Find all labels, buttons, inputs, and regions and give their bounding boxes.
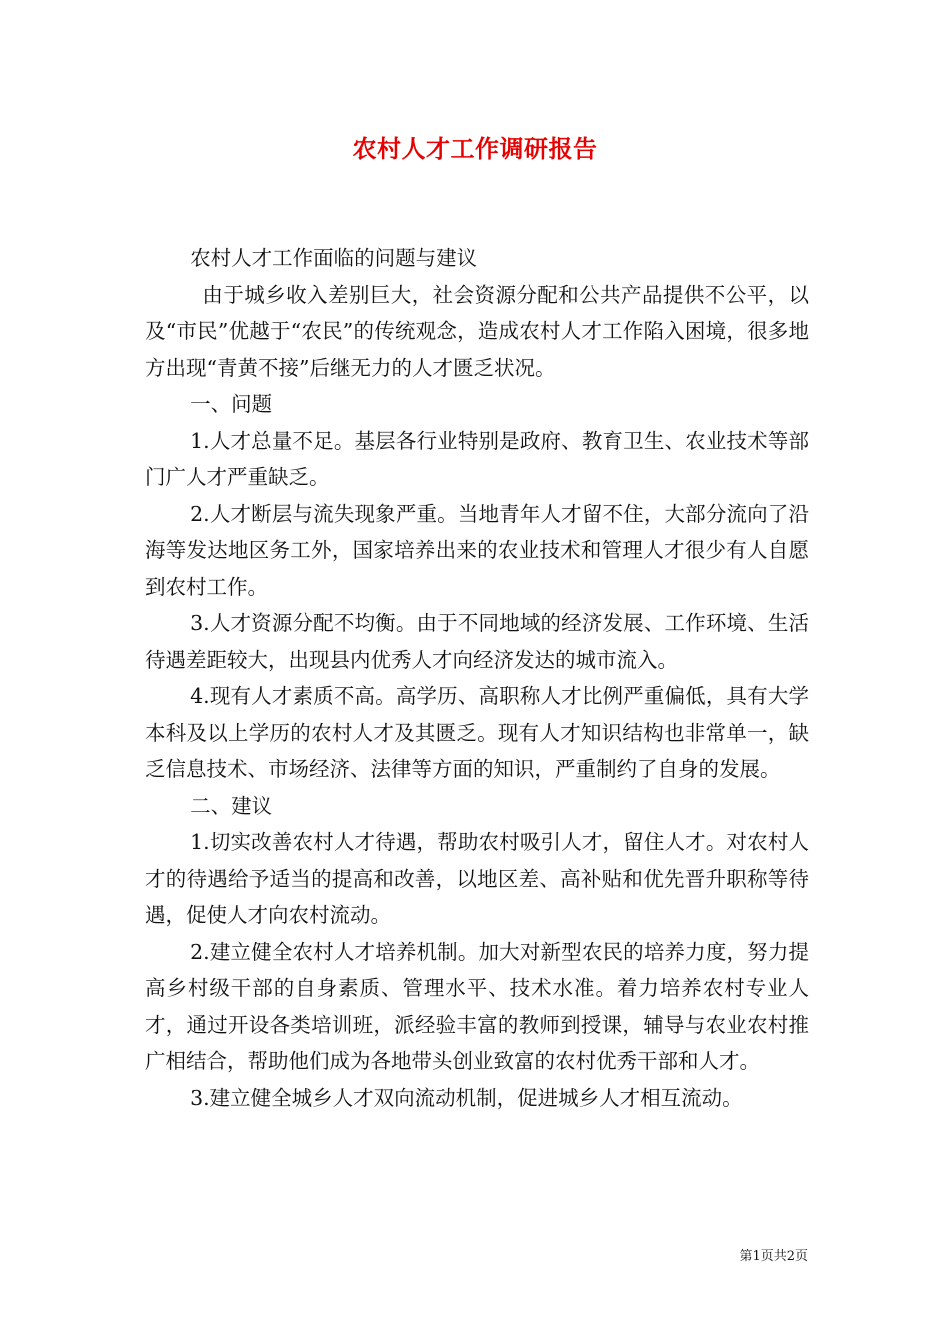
paragraph-intro: 由于城乡收入差别巨大，社会资源分配和公共产品提供不公平，以及“市民”优越于“农民”的传统观念，造成农村人才工作陷入困境，很多地方出现“青黄不接”后继无力的人才匮乏状况。 [145, 282, 809, 380]
paragraph-suggestion-2: 2.建立健全农村人才培养机制。加大对新型农民的培养力度，努力提高乡村级干部的自身素质、管理水平、技术水准。着力培养农村专业人才，通过开设各类培训班，派经验丰富的教师到授课，辅导与农业农村推广相结合，帮助他们成为各地带头创业致富的农村优秀干部和人才。 [145, 939, 809, 1073]
section-heading-suggestions: 二、建议 [190, 793, 273, 818]
paragraph-problem-3: 3.人才资源分配不均衡。由于不同地域的经济发展、工作环境、生活待遇差距较大，出现县内优秀人才向经济发达的城市流入。 [145, 611, 809, 672]
page-number: 第1页共2页 [739, 1249, 808, 1264]
document-body [145, 240, 809, 1116]
paragraph-suggestion-1: 1.切实改善农村人才待遇，帮助农村吸引人才，留住人才。对农村人才的待遇给予适当的提高和改善，以地区差、高补贴和优先晋升职称等待遇，促使人才向农村流动。 [145, 830, 809, 927]
paragraph-subtitle: 农村人才工作面临的问题与建议 [190, 246, 478, 270]
paragraph-problem-2: 2.人才断层与流失现象严重。当地青年人才留不住，大部分流向了沿海等发达地区务工外，国家培养出来的农业技术和管理人才很少有人自愿到农村工作。 [145, 501, 809, 599]
paragraph-problem-4: 4.现有人才素质不高。高学历、高职称人才比例严重偏低，具有大学本科及以上学历的农村人才及其匮乏。现有人才知识结构也非常单一，缺乏信息技术、市场经济、法律等方面的知识，严重制约了自身的发展。 [145, 684, 809, 781]
document-title: 农村人才工作调研报告 [352, 134, 598, 163]
section-heading-problems: 一、问题 [190, 392, 273, 416]
paragraph-suggestion-3: 3.建立健全城乡人才双向流动机制，促进城乡人才相互流动。 [190, 1085, 743, 1110]
paragraph-problem-1: 1.人才总量不足。基层各行业特别是政府、教育卫生、农业技术等部门广人才严重缺乏。 [145, 428, 809, 489]
